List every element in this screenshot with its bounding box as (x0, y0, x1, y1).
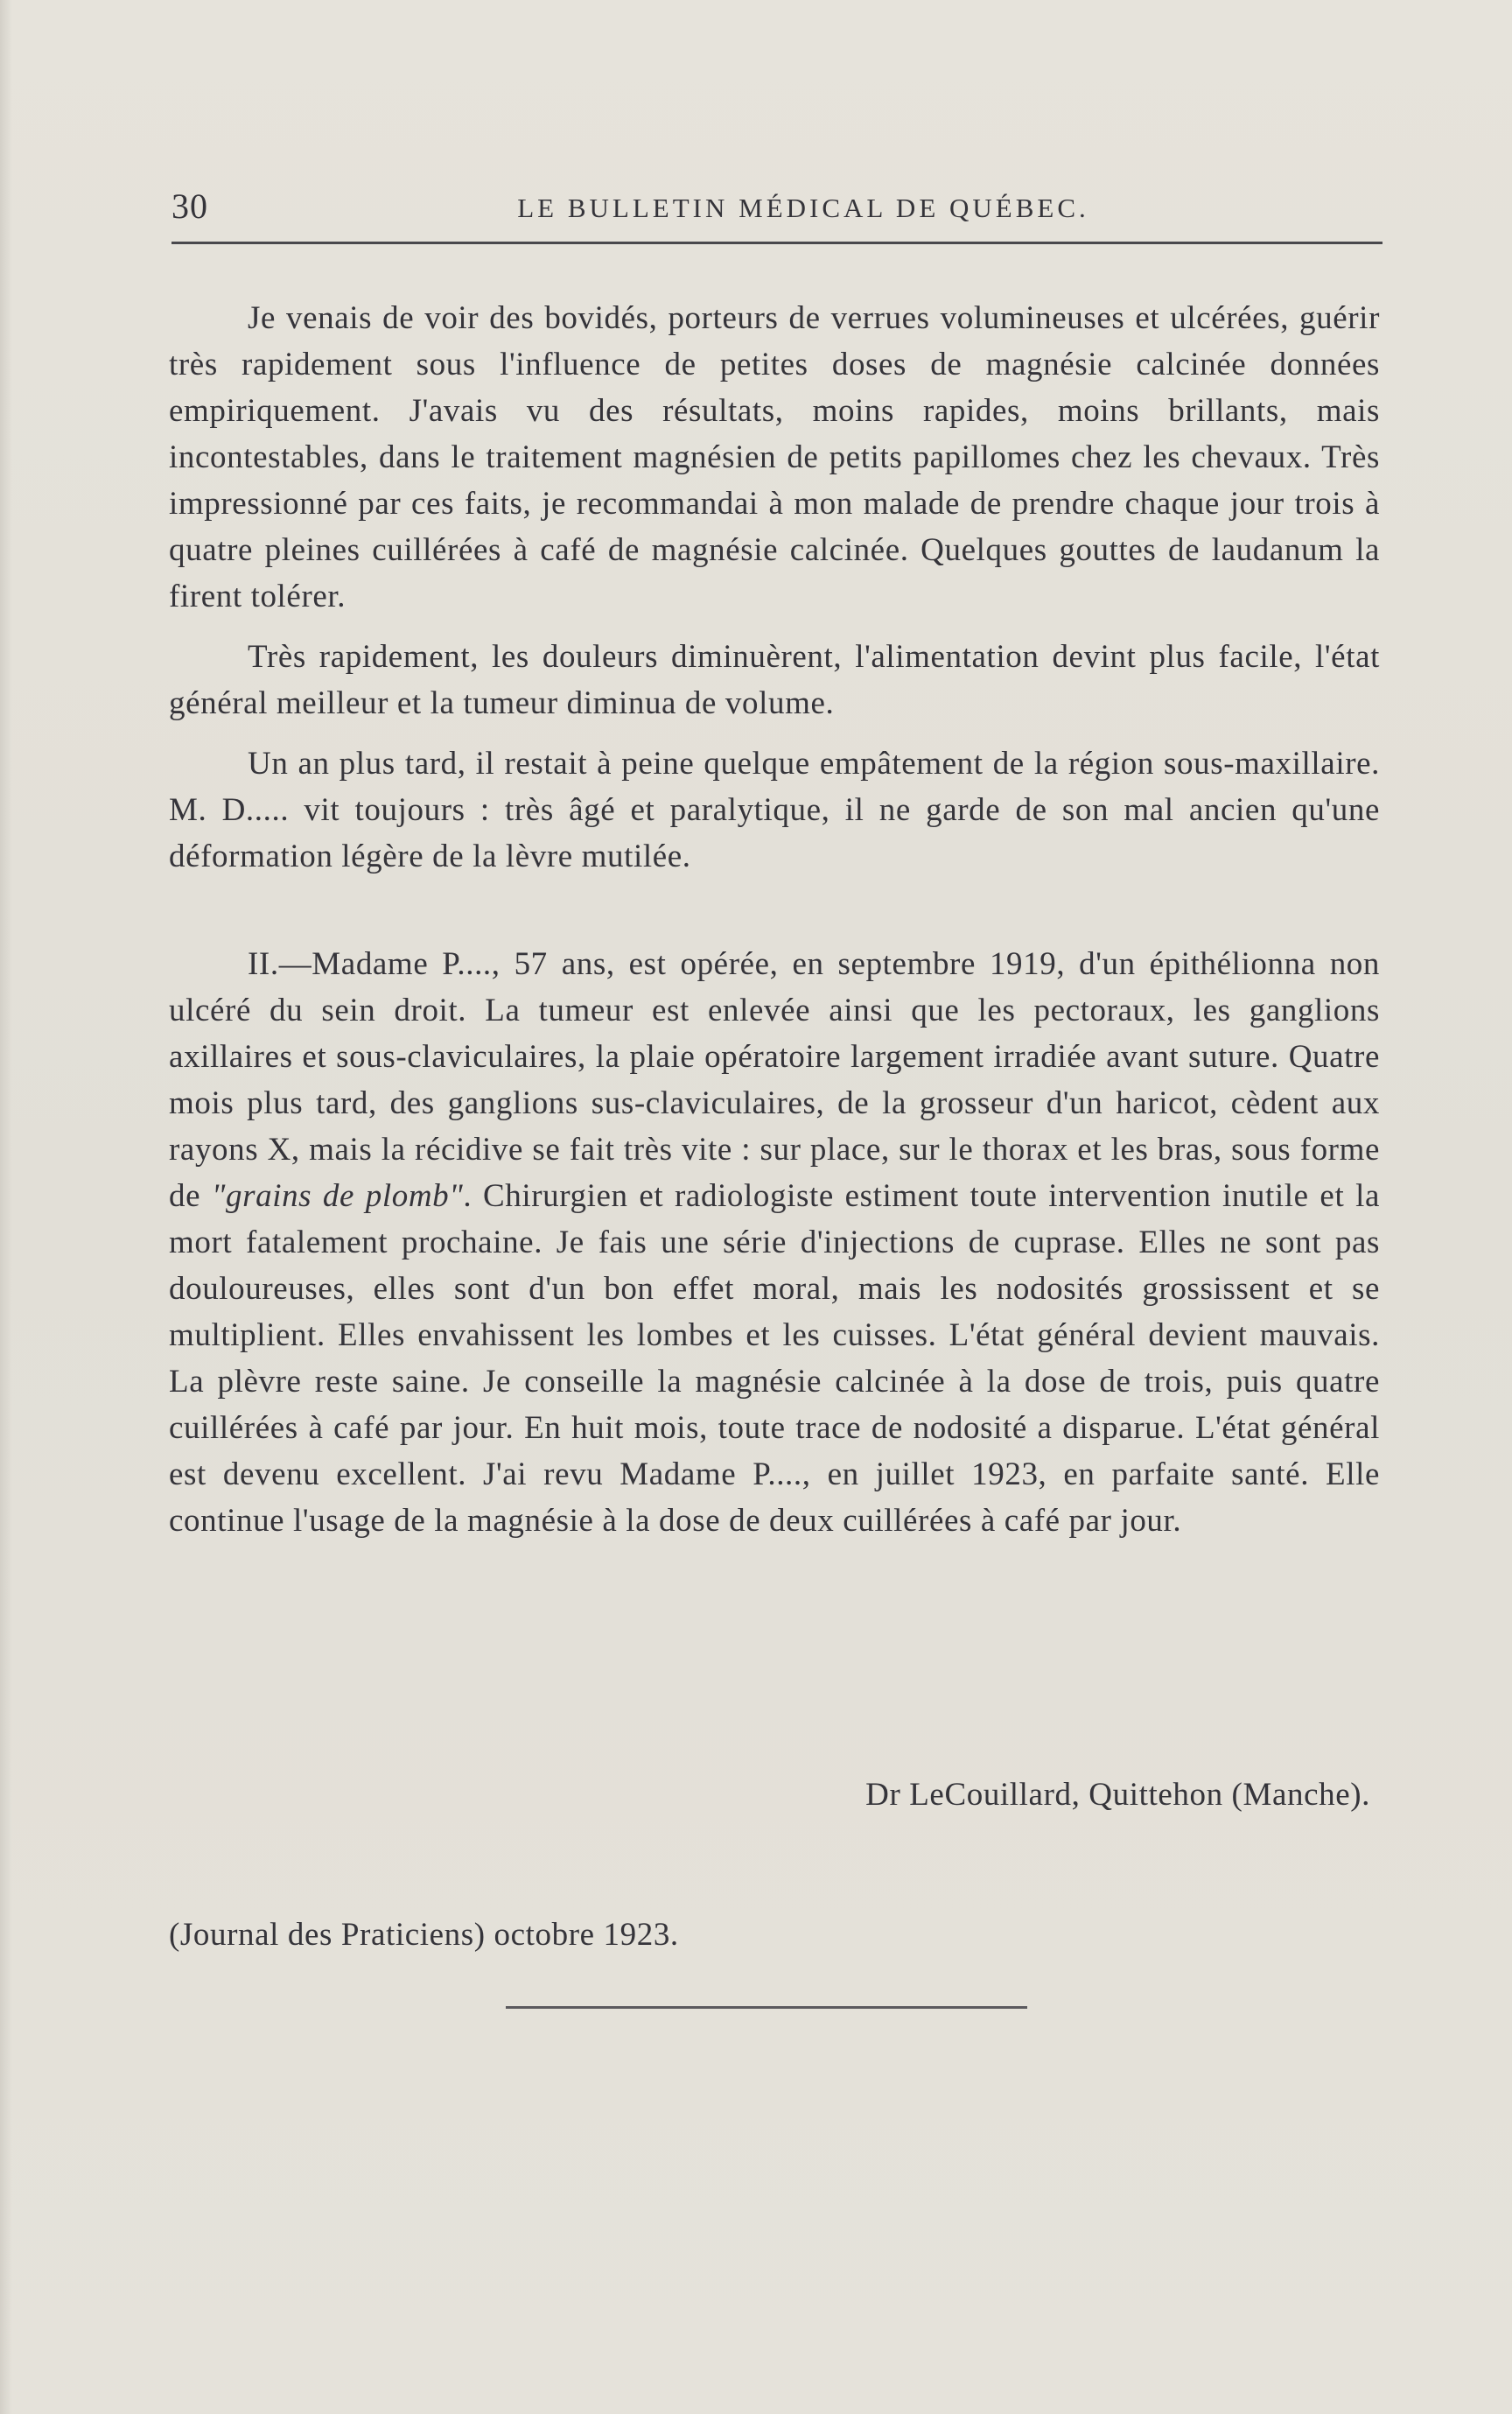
end-rule (506, 2006, 1027, 2009)
header-rule (172, 242, 1382, 244)
paragraph-case-two (169, 941, 1380, 1544)
page-number: 30 (172, 186, 208, 226)
paragraph-one-year-later: Un an plus tard, il restait à peine quelque empâtement de la région sous-maxillaire. M. D..... vit toujours : très âgé et paralytique, il ne garde de son mal ancien qu'une déformation légère de la lèvre mutilée. (169, 746, 1380, 874)
case-two-text-end: . Chirurgien et radiologiste estiment toute intervention inutile et la mort fatalement prochaine. Je fais une série d'injections de cuprase. Elles ne sont pas douloureuses, elles sont d'un bon effet moral, mais les nodosités grossissent et se multiplient. Elles envahissent les lombes et les cuisses. L'état général devient mauvais. La plèvre reste saine. Je conseille la magnésie calcinée à la dose de trois, puis quatre cuillérées à café par jour. En huit mois, toute trace de nodosité a disparue. L'état général est devenu excellent. J'ai revu Madame P...., en juillet 1923, en parfaite santé. Elle continue l'usage de la magnésie à la dose de deux cuillérées à café par jour. (169, 1178, 1380, 1539)
paragraph-improvement: Très rapidement, les douleurs diminuèrent, l'alimentation devint plus facile, l'état général meilleur et la tumeur diminua de volume. (169, 639, 1380, 721)
case-two-italic-quote: "grains de plomb" (211, 1178, 464, 1214)
journal-title: LE BULLETIN MÉDICAL DE QUÉBEC. (517, 193, 1089, 223)
article-body (169, 295, 1380, 1544)
source-citation: (Journal des Praticiens) octobre 1923. (169, 1917, 679, 1953)
case-two-text-start: II.—Madame P...., 57 ans, est opérée, en septembre 1919, d'un épithélionna non ulcéré du sein droit. La tumeur est enlevée ainsi que les pectoraux, les ganglions axillaires et sous-claviculaires, la plaie opératoire largement irradiée avant suture. Quatre mois plus tard, des ganglions sus-claviculaires, de la grosseur d'un haricot, cèdent aux rayons X, mais la récidive se fait très vite : sur place, sur le thorax et les bras, sous forme de (169, 946, 1380, 1214)
page-edge-shadow (0, 0, 12, 2414)
running-head (172, 186, 1382, 238)
paragraph-bovides: Je venais de voir des bovidés, porteurs de verrues volumineuses et ulcérées, guérir très rapidement sous l'influence de petites doses de magnésie calcinée données empiriquement. J'avais vu des résultats, moins rapides, moins brillants, mais incontestables, dans le traitement magnésien de petits papillomes chez les chevaux. Très impressionné par ces faits, je recommandai à mon malade de prendre chaque jour trois à quatre pleines cuillérées à café de magnésie calcinée. Quelques gouttes de laudanum la firent tolérer. (169, 300, 1380, 614)
author-signature: Dr LeCouillard, Quittehon (Manche). (865, 1777, 1370, 1813)
